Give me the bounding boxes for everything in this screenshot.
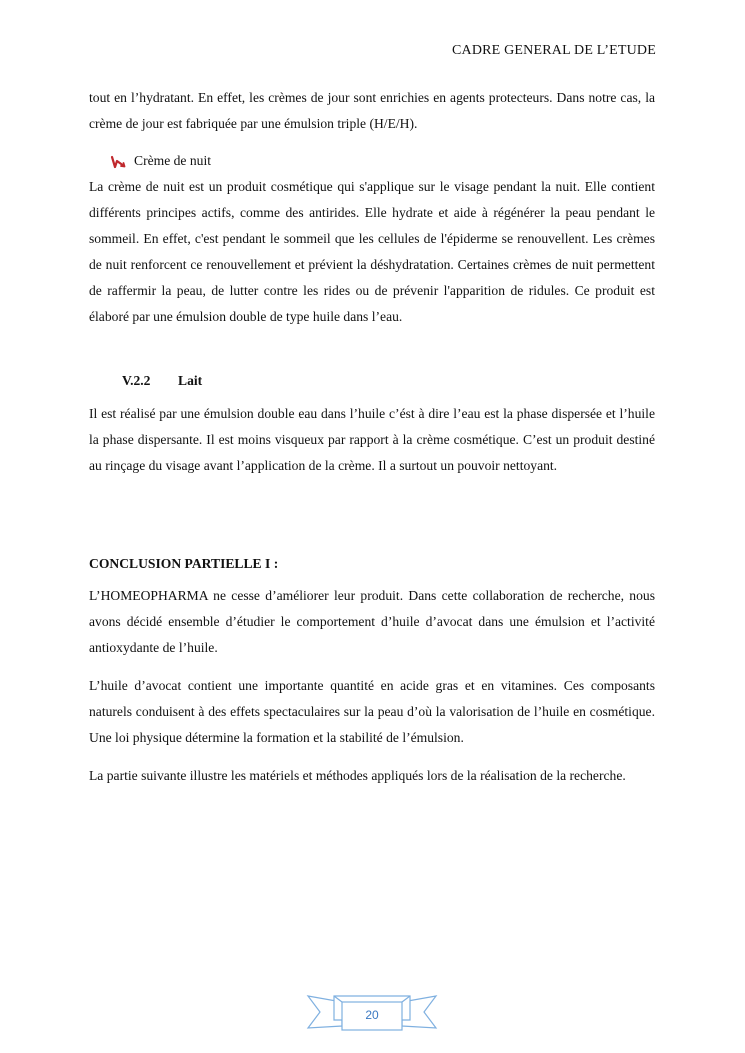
- page-number: 20: [365, 1008, 379, 1022]
- section-number: V.2.2: [122, 373, 151, 388]
- paragraph-lait: Il est réalisé par une émulsion double eau dans l’huile c’ést à dire l’eau est la phase dispersée et l’huile la phase dispersante. Il est moins visqueux par rapport à la crème cosmétique. C’est un produit destiné au rinçage du visage avant l’application de la crème. Il a surtout un pouvoir nettoyant.: [89, 406, 655, 473]
- paragraph-homeopharma: L’HOMEOPHARMA ne cesse d’améliorer leur produit. Dans cette collaboration de recherche, nous avons décidé ensemble d’étudier le comportement d’huile d’avocat dans une émulsion et l’activité antioxydante de l’huile.: [89, 588, 655, 655]
- conclusion-heading: CONCLUSION PARTIELLE I :: [89, 556, 279, 571]
- page-footer: [306, 994, 438, 1032]
- section-heading-lait: [122, 370, 202, 392]
- section-title: Lait: [178, 373, 203, 388]
- red-arrow-bullet-icon: [110, 154, 126, 168]
- paragraph-day-cream-end: tout en l’hydratant. En effet, les crèmes de jour sont enrichies en agents protecteurs. Dans notre cas, la crème de jour est fabriquée par une émulsion triple (H/E/H).: [89, 90, 655, 131]
- paragraph-night-cream: La crème de nuit est un produit cosmétique qui s'applique sur le visage pendant la nuit. Elle contient différents principes actifs, comme des antirides. Elle hydrate et aide à régénérer la peau pendant le sommeil. En effet, c'est pendant le sommeil que les cellules de l'épiderme se renouvellent. Les crèmes de nuit renforcent ce renouvellement et prévient la déshydratation. Certaines crèmes de nuit permettent de raffermir la peau, de lutter contre les rides ou de prévenir l'apparition de ridules. Ce produit est élaboré par une émulsion double de type huile dans l’eau.: [89, 179, 655, 324]
- bullet-label: Crème de nuit: [134, 153, 212, 168]
- paragraph-next-part: La partie suivante illustre les matériels et méthodes appliqués lors de la réalisation de la recherche.: [89, 768, 626, 783]
- paragraph-avocado-oil: L’huile d’avocat contient une importante quantité en acide gras et en vitamines. Ces composants naturels conduisent à des effets spectaculaires sur la peau d’où la valorisation de l’huile en cosmétique. Une loi physique détermine la formation et la stabilité de l’émulsion.: [89, 678, 655, 745]
- bullet-item-night-cream: [110, 150, 211, 172]
- page-header: CADRE GENERAL DE L’ETUDE: [451, 43, 656, 58]
